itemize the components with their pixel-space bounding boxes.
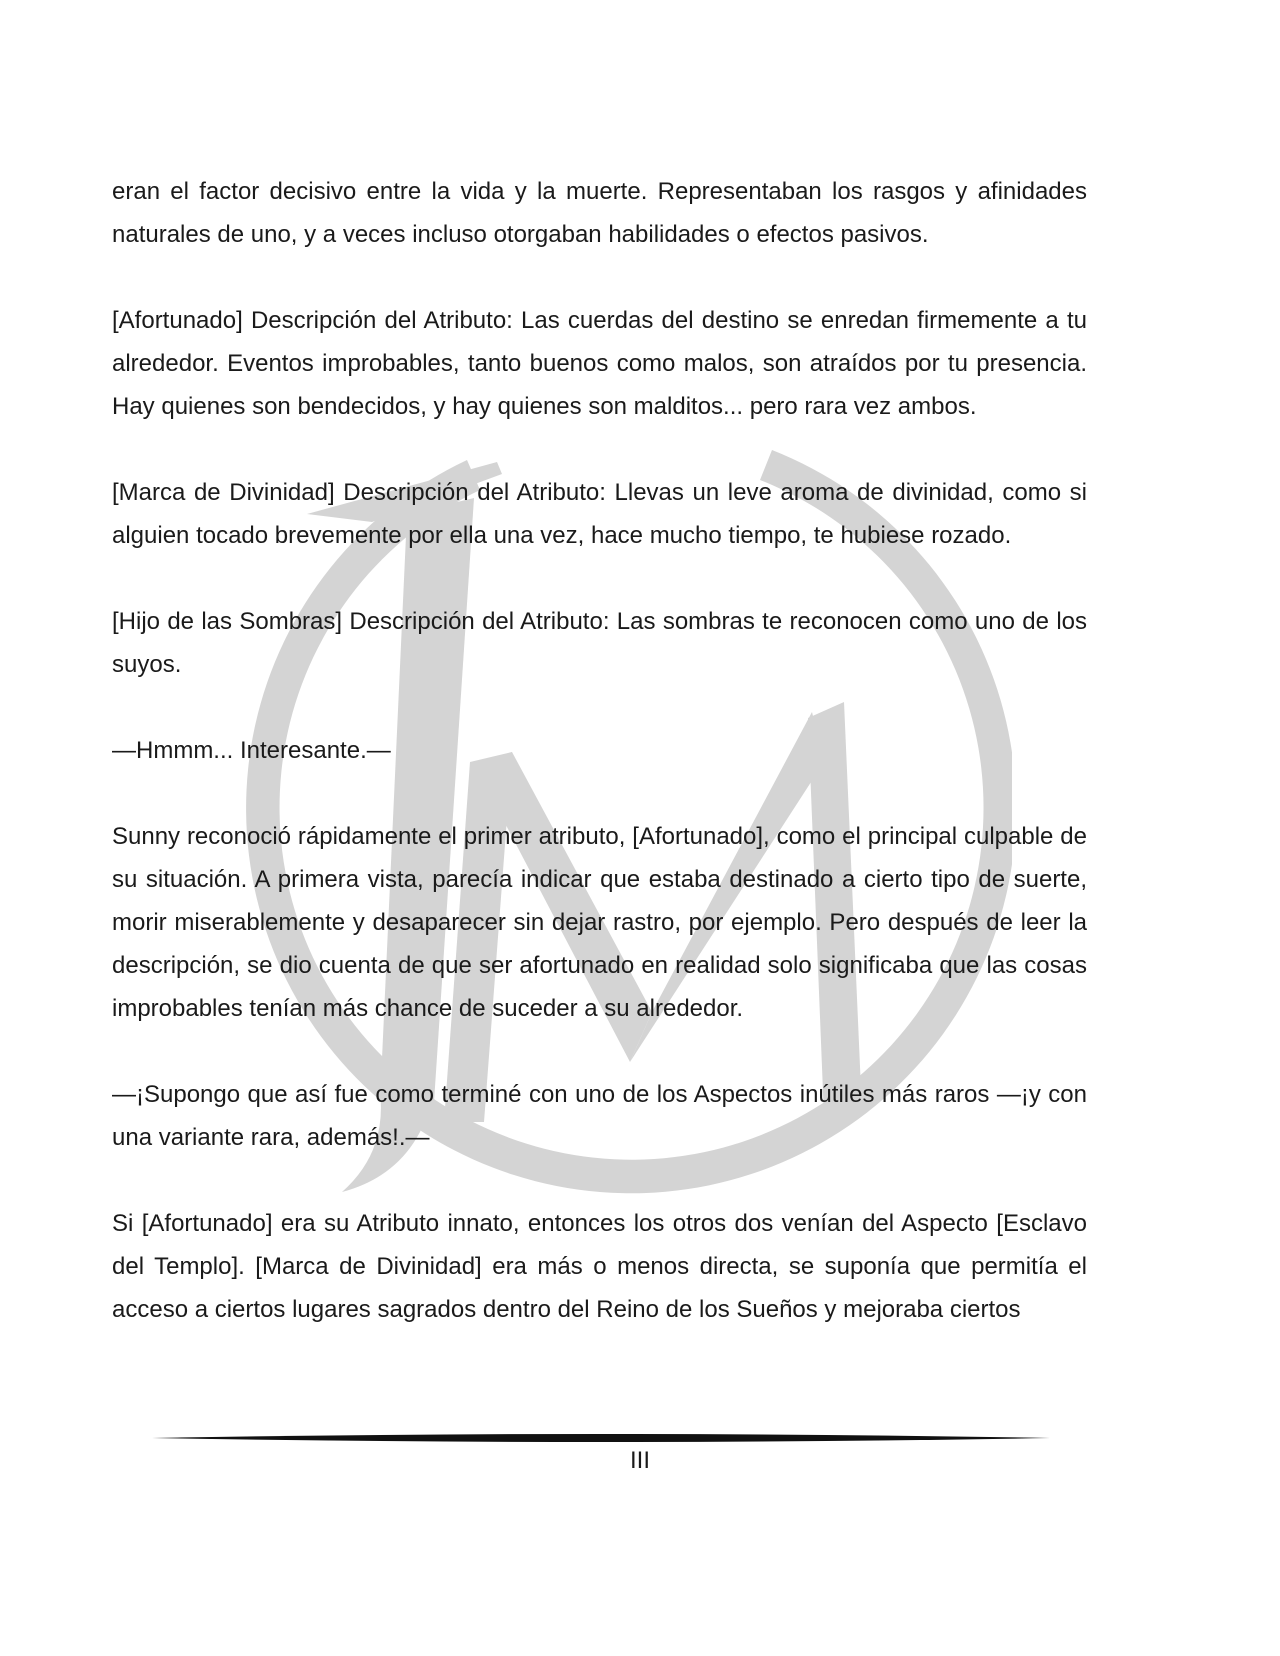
paragraph-2: [Afortunado] Descripción del Atributo: Las cuerdas del destino se enredan firmemente a tu alrededor. Eventos improbables, tanto buenos como malos, son atraídos por tu presencia. Hay quienes son bendecidos, y hay quienes son malditos... pero rara vez ambos.	[112, 307, 1087, 420]
paragraph-3: [Marca de Divinidad] Descripción del Atributo: Llevas un leve aroma de divinidad, como si alguien tocado brevemente por ella una vez, hace mucho tiempo, te hubiese rozado.	[112, 479, 1087, 549]
footer-divider	[152, 1432, 1050, 1444]
paragraph-5: —Hmmm... Interesante.—	[112, 737, 391, 764]
paragraph-8: Si [Afortunado] era su Atributo innato, entonces los otros dos venían del Aspecto [Esclavo del Templo]. [Marca de Divinidad] era más o menos directa, se suponía que permitía el acceso a ciertos lugares sagrados dentro del Reino de los Sueños y mejoraba ciertos	[112, 1210, 1087, 1323]
paragraph-4: [Hijo de las Sombras] Descripción del Atributo: Las sombras te reconocen como uno de los suyos.	[112, 608, 1087, 678]
paragraph-7: —¡Supongo que así fue como terminé con uno de los Aspectos inútiles más raros —¡y con una variante rara, además!.—	[112, 1081, 1087, 1151]
page-body	[112, 170, 1087, 1331]
page-number: III	[629, 1447, 650, 1474]
paragraph-1: eran el factor decisivo entre la vida y la muerte. Representaban los rasgos y afinidades naturales de uno, y a veces incluso otorgaban habilidades o efectos pasivos.	[112, 178, 1087, 248]
paragraph-6: Sunny reconoció rápidamente el primer atributo, [Afortunado], como el principal culpable de su situación. A primera vista, parecía indicar que estaba destinado a cierto tipo de suerte, morir miserablemente y desaparecer sin dejar rastro, por ejemplo. Pero después de leer la descripción, se dio cuenta de que ser afortunado en realidad solo significaba que las cosas improbables tenían más chance de suceder a su alrededor.	[112, 823, 1087, 1022]
